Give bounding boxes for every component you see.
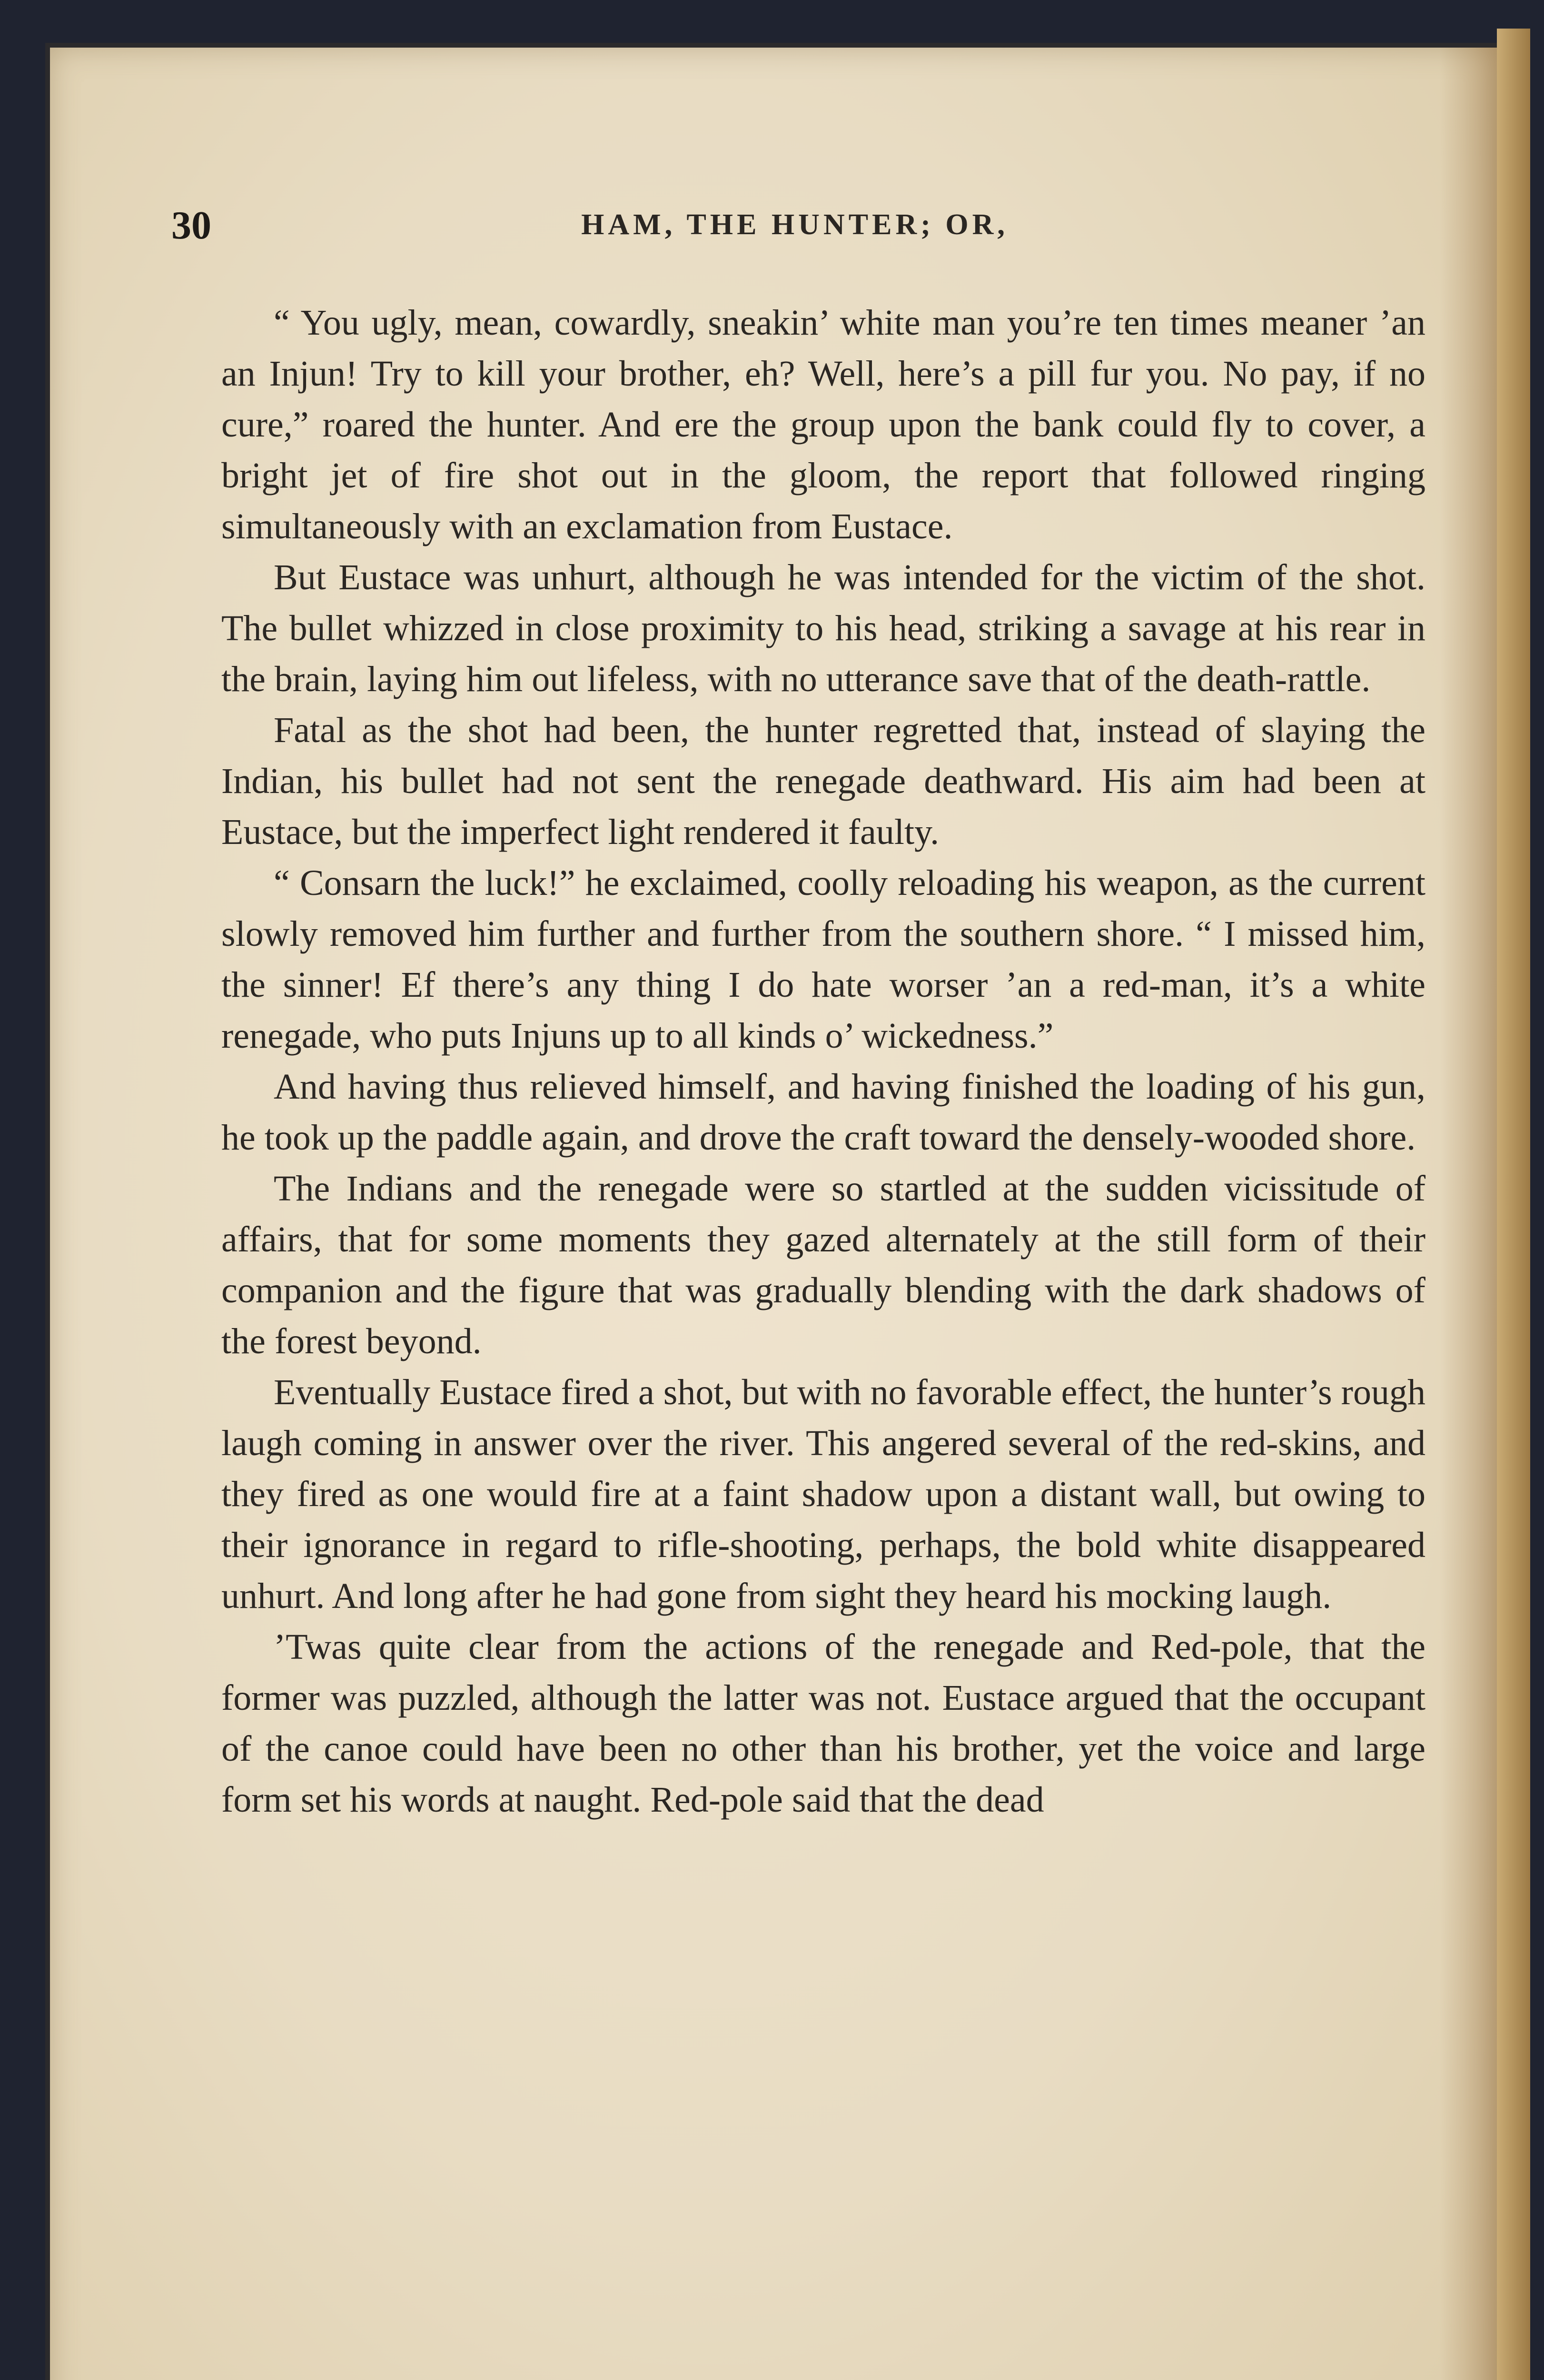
page-edge	[1497, 29, 1530, 2380]
body-text	[221, 298, 1425, 1825]
page-header	[171, 202, 1418, 255]
paragraph: Fatal as the shot had been, the hunter regretted that, instead of slaying the Indian, his bullet had not sent the renegade deathward. His aim had been at Eustace, but the imperfect light rendered it faulty.	[221, 710, 1425, 852]
paragraph: ’Twas quite clear from the actions of the renegade and Red-pole, that the former was puzzled, although the latter was not. Eustace argued that the occupant of the canoe could have been no other than his brother, yet the voice and large form set his words at naught. Red-pole said that the dead	[221, 1627, 1425, 1820]
paragraph: But Eustace was unhurt, although he was intended for the victim of the shot. The bullet whizzed in close proximity to his head, striking a savage at his rear in the brain, laying him out lifeless, with no utterance save that of the death-rattle.	[221, 557, 1425, 699]
paragraph: The Indians and the renegade were so startled at the sudden vicissitude of affairs, that for some moments they gazed alternately at the still form of their companion and the figure that was gradually blending with the dark shadows of the forest beyond.	[221, 1169, 1425, 1361]
paragraph: And having thus relieved himself, and having finished the loading of his gun, he took up the paddle again, and drove the craft toward the densely-wooded shore.	[221, 1067, 1425, 1158]
paragraph: “ You ugly, mean, cowardly, sneakin’ white man you’re ten times meaner ’an an Injun! Try to kill your brother, eh? Well, here’s a pill fur you. No pay, if no cure,” roared the hunter. And ere the group upon the bank could fly to cover, a bright jet of fire shot out in the gloom, the report that followed ringing simultaneously with an exclamation from Eustace.	[221, 303, 1425, 546]
running-head: HAM, THE HUNTER; OR,	[581, 208, 1009, 241]
paragraph: Eventually Eustace fired a shot, but with no favorable effect, the hunter’s rough laugh coming in answer over the river. This angered several of the red-skins, and they fired as one would fire at a faint shadow upon a distant wall, but owing to their ignorance in regard to rifle-shooting, perhaps, the bold white disappeared unhurt. And long after he had gone from sight they heard his mocking laugh.	[221, 1372, 1425, 1616]
page-gutter	[1440, 48, 1497, 2380]
paragraph: “ Consarn the luck!” he exclaimed, coolly reloading his weapon, as the current slowly removed him further and further from the southern shore. “ I missed him, the sinner! Ef there’s any thing I do hate worser ’an a red-man, it’s a white renegade, who puts Injuns up to all kinds o’ wickedness.”	[221, 863, 1425, 1056]
page-number: 30	[171, 203, 211, 248]
